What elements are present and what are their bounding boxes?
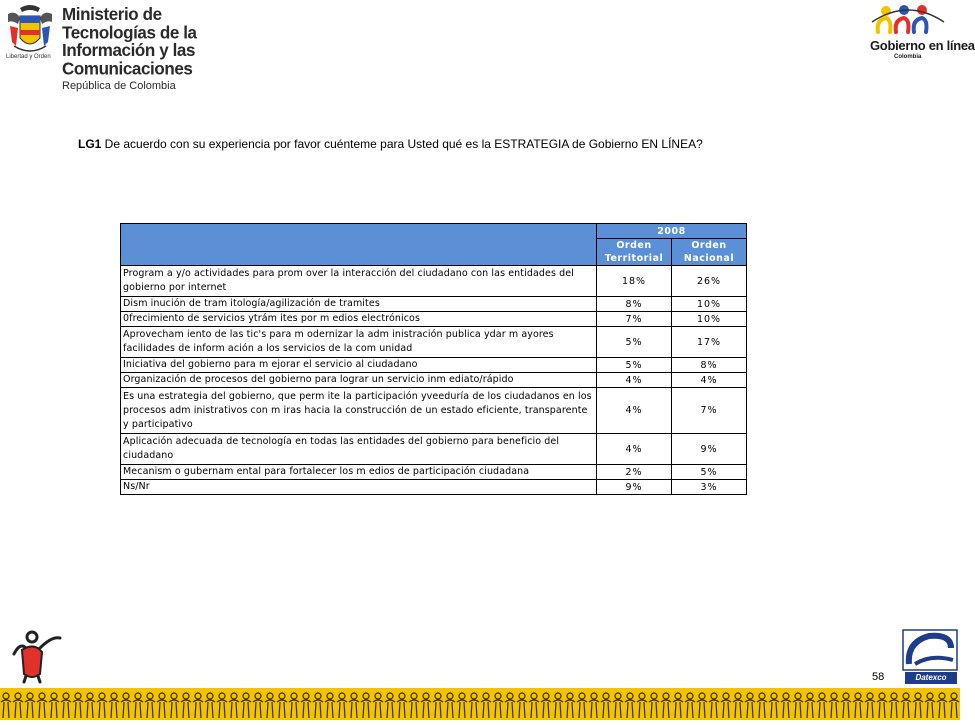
- band-figure: [565, 693, 575, 718]
- band-figure: [121, 693, 131, 718]
- band-figure: [409, 693, 419, 718]
- band-figure: [901, 693, 911, 718]
- row-label: Organización de procesos del gobierno para lograr un servicio inm ediato/rápido: [121, 373, 597, 388]
- row-label: Aprovecham iento de las tic's para m odernizar la adm inistración publica ydar m ayores facilidades de inform ación a los servicios de la com unidad: [121, 327, 597, 358]
- band-figure: [289, 693, 299, 718]
- band-figure: [385, 693, 395, 718]
- band-figure: [685, 693, 695, 718]
- band-figure: [949, 693, 959, 718]
- value-nacional: 3%: [672, 480, 747, 495]
- results-table: [120, 223, 747, 495]
- band-figure: [229, 693, 239, 718]
- table-row: [121, 373, 747, 388]
- value-territorial: 18%: [597, 266, 672, 297]
- person-figure-icon: [6, 628, 64, 682]
- band-figure: [505, 693, 515, 718]
- band-figure: [889, 693, 899, 718]
- value-nacional: 5%: [672, 465, 747, 480]
- band-figure: [85, 693, 95, 718]
- band-figure: [517, 693, 527, 718]
- table-header-year: 2008: [597, 224, 747, 239]
- band-figure: [97, 693, 107, 718]
- band-figure: [241, 693, 251, 718]
- ministry-logo: [4, 2, 244, 92]
- column-header-territorial-line1: Orden: [616, 240, 652, 251]
- band-figure: [253, 693, 263, 718]
- band-figure: [349, 693, 359, 718]
- table-row: [121, 388, 747, 434]
- band-figure: [745, 693, 755, 718]
- datexco-label: Datexco: [905, 672, 957, 684]
- row-label: Aplicación adecuada de tecnología en todas las entidades del gobierno para beneficio del ciudadano: [121, 434, 597, 465]
- band-figure: [805, 693, 815, 718]
- band-figure: [577, 693, 587, 718]
- datexco-logo: [901, 628, 959, 686]
- table-header-blank: [121, 224, 597, 266]
- band-figure: [877, 693, 887, 718]
- band-figure: [73, 693, 83, 718]
- band-figure: [325, 693, 335, 718]
- band-figure: [37, 693, 47, 718]
- gobierno-en-linea-logo: [870, 2, 975, 64]
- band-figure: [301, 693, 311, 718]
- band-figure: [265, 693, 275, 718]
- column-header-nacional-line2: Nacional: [683, 253, 735, 264]
- people-group-icon: [870, 2, 946, 38]
- column-header-territorial: [597, 239, 672, 266]
- band-figure: [781, 693, 791, 718]
- value-nacional: 17%: [672, 327, 747, 358]
- band-figure: [937, 693, 947, 718]
- band-figure: [421, 693, 431, 718]
- band-figure: [637, 693, 647, 718]
- gel-title: Gobierno en línea: [870, 38, 975, 53]
- page-number: 58: [872, 671, 885, 683]
- band-figure: [193, 693, 203, 718]
- band-figure: [769, 693, 779, 718]
- ministry-line2: Información y las Comunicaciones: [62, 40, 196, 79]
- row-label: Dism inución de tram itología/agilización de tramites: [121, 297, 597, 312]
- crest-motto: Libertad y Orden: [6, 54, 51, 60]
- people-chain-pattern-icon: [0, 688, 960, 720]
- question-text: De acuerdo con su experiencia por favor cuénteme para Usted qué es la ESTRATEGIA de Gobierno EN LÍNEA?: [101, 137, 703, 151]
- band-figure: [817, 693, 827, 718]
- band-figure: [481, 693, 491, 718]
- band-figure: [169, 693, 179, 718]
- band-figure: [145, 693, 155, 718]
- band-figure: [553, 693, 563, 718]
- band-figure: [277, 693, 287, 718]
- band-figure: [217, 693, 227, 718]
- band-figure: [13, 693, 23, 718]
- gel-subtitle: Colombia: [894, 54, 922, 60]
- band-figure: [529, 693, 539, 718]
- value-territorial: 7%: [597, 312, 672, 327]
- band-figure: [829, 693, 839, 718]
- row-label: Iniciativa del gobierno para m ejorar el servicio al ciudadano: [121, 358, 597, 373]
- datexco-emblem-icon: [901, 628, 959, 674]
- table-row: [121, 327, 747, 358]
- value-territorial: 5%: [597, 327, 672, 358]
- band-figure: [589, 693, 599, 718]
- band-figure: [313, 693, 323, 718]
- column-header-nacional: [672, 239, 747, 266]
- row-label: Mecanism o gubernam ental para fortalecer los m edios de participación ciudadana: [121, 465, 597, 480]
- table-row: [121, 480, 747, 495]
- value-nacional: 7%: [672, 388, 747, 434]
- band-figure: [733, 693, 743, 718]
- band-figure: [433, 693, 443, 718]
- band-figure: [673, 693, 683, 718]
- survey-question: [78, 137, 703, 151]
- table-row: [121, 312, 747, 327]
- row-label: 0frecimiento de servicios ytrám ites por m edios electrónicos: [121, 312, 597, 327]
- value-territorial: 4%: [597, 373, 672, 388]
- value-nacional: 9%: [672, 434, 747, 465]
- value-territorial: 5%: [597, 358, 672, 373]
- band-figure: [361, 693, 371, 718]
- band-figure: [793, 693, 803, 718]
- table-row: [121, 358, 747, 373]
- table-row: [121, 266, 747, 297]
- value-nacional: 10%: [672, 312, 747, 327]
- band-figure: [853, 693, 863, 718]
- band-figure: [925, 693, 935, 718]
- ministry-line3: República de Colombia: [62, 80, 176, 92]
- band-figure: [841, 693, 851, 718]
- question-code: LG1: [78, 137, 102, 151]
- band-figure: [49, 693, 59, 718]
- band-figure: [397, 693, 407, 718]
- value-nacional: 26%: [672, 266, 747, 297]
- band-figure: [913, 693, 923, 718]
- band-figure: [493, 693, 503, 718]
- band-figure: [661, 693, 671, 718]
- table-row: [121, 434, 747, 465]
- table-row: [121, 297, 747, 312]
- band-figure: [697, 693, 707, 718]
- value-nacional: 10%: [672, 297, 747, 312]
- band-figure: [181, 693, 191, 718]
- decorative-footer-band: [0, 688, 960, 720]
- ministry-line1: Ministerio de Tecnologías de la: [62, 4, 197, 43]
- band-figure: [337, 693, 347, 718]
- value-nacional: 4%: [672, 373, 747, 388]
- column-header-territorial-line2: Territorial: [604, 253, 664, 264]
- band-figure: [457, 693, 467, 718]
- band-figure: [61, 693, 71, 718]
- row-label: Ns/Nr: [121, 480, 597, 495]
- value-nacional: 8%: [672, 358, 747, 373]
- band-figure: [109, 693, 119, 718]
- value-territorial: 9%: [597, 480, 672, 495]
- band-figure: [541, 693, 551, 718]
- column-header-nacional-line1: Orden: [691, 240, 727, 251]
- value-territorial: 2%: [597, 465, 672, 480]
- band-figure: [445, 693, 455, 718]
- band-figure: [469, 693, 479, 718]
- value-territorial: 4%: [597, 388, 672, 434]
- value-territorial: 4%: [597, 434, 672, 465]
- ministry-name: [62, 6, 244, 92]
- band-figure: [865, 693, 875, 718]
- band-figure: [757, 693, 767, 718]
- band-figure: [157, 693, 167, 718]
- table-header-row: [121, 224, 747, 239]
- row-label: Program a y/o actividades para prom over la interacción del ciudadano con las entidades del gobierno por internet: [121, 266, 597, 297]
- band-figure: [601, 693, 611, 718]
- band-figure: [649, 693, 659, 718]
- band-figure: [721, 693, 731, 718]
- table-row: [121, 465, 747, 480]
- band-figure: [709, 693, 719, 718]
- band-figure: [133, 693, 143, 718]
- band-figure: [613, 693, 623, 718]
- band-figure: [1, 693, 11, 718]
- value-territorial: 8%: [597, 297, 672, 312]
- band-figure: [373, 693, 383, 718]
- band-figure: [205, 693, 215, 718]
- row-label: Es una estrategia del gobierno, que perm ite la participación yveeduría de los ciudadanos en los procesos adm inistrativos con m iras hacia la construcción de un estado eficiente, transparente y participativo: [121, 388, 597, 434]
- band-figure: [625, 693, 635, 718]
- band-figure: [25, 693, 35, 718]
